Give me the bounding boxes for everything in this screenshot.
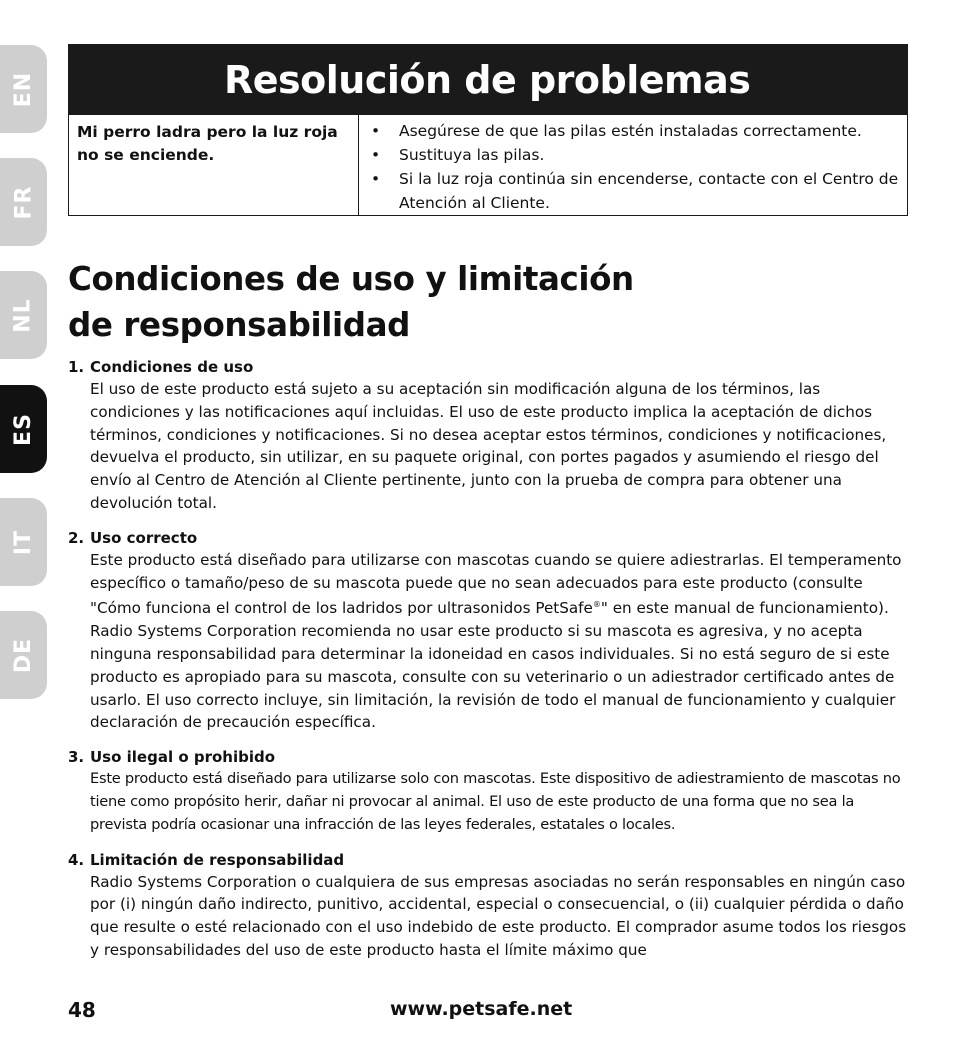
lang-tab-es[interactable] <box>0 385 47 473</box>
troubleshooting-header <box>68 44 908 115</box>
clause-liability <box>68 849 910 962</box>
clause-heading: 3. Uso ilegal o prohibido <box>68 748 276 767</box>
clause-heading: 4. Limitación de responsabilidad <box>68 850 345 869</box>
bullet-icon: • <box>371 146 381 164</box>
clause-illegal-use <box>68 746 910 836</box>
lang-tab-en[interactable] <box>0 45 47 133</box>
clause-heading: 2. Uso correcto <box>68 528 198 547</box>
website-link[interactable]: www.petsafe.net <box>390 998 573 1020</box>
solution-item: • Sustituya las pilas. <box>369 143 901 167</box>
clause-heading: 1. Condiciones de uso <box>68 358 254 376</box>
lang-tab-it[interactable] <box>0 498 47 586</box>
problem-cell: Mi perro ladra pero la luz roja no se enciende. <box>69 115 359 215</box>
conditions-content <box>68 356 910 974</box>
troubleshooting-section <box>68 44 908 216</box>
clause-body: Este producto está diseñado para utilizarse con mascotas cuando se quiere adiestrarlas. El temperamento específico o tamaño/peso de su mascota puede que no sean adecuados para este producto (consulte "Cómo funciona el control de los ladridos por ultrasonidos PetSafe®" en este manual de funcionamiento). Radio Systems Corporation recomienda no usar este producto si su mascota es agresiva, y no acepta ninguna responsabilidad para determinar la idoneidad en casos individuales. Si no está seguro de si este producto es apropiado para su mascota, consulte con su veterinario o un adiestrador certificado antes de usarlo. El uso correcto incluye, sin limitación, la revisión de todo el manual de funcionamiento y cualquier declaración de precaución específica. <box>90 550 902 732</box>
solution-item: • Asegúrese de que las pilas estén instaladas correctamente. <box>369 119 901 143</box>
bullet-icon: • <box>371 170 381 188</box>
lang-tab-nl[interactable] <box>0 271 47 359</box>
lang-tab-label: DE <box>10 637 36 673</box>
lang-tab-fr[interactable] <box>0 158 47 246</box>
solution-item: • Si la luz roja continúa sin encenderse, contacte con el Centro de Atención al Cliente. <box>369 167 901 215</box>
lang-tab-label: EN <box>10 71 36 107</box>
clause-body: Radio Systems Corporation o cualquiera de sus empresas asociadas no serán responsables en ningún caso por (i) ningún daño indirecto, punitivo, accidental, especial o consecuencial, o (ii) cualquier pérdida o daño que resulte o esté relacionado con el uso indebido de este producto. El comprador asume todos los riesgos y responsabilidades del uso de este producto hasta el límite máximo que <box>90 872 907 959</box>
troubleshooting-title: Resolución de problemas <box>224 57 751 102</box>
lang-tab-label: IT <box>10 529 36 555</box>
conditions-title: Condiciones de uso y limitación de responsabilidad <box>68 260 634 344</box>
clause-body: El uso de este producto está sujeto a su aceptación sin modificación alguna de los términos, las condiciones y las notificaciones aquí incluidas. El uso de este producto implica la aceptación de dichos términos, condiciones y notificaciones. Si no desea aceptar estos términos, condiciones y notificaciones, devuelva el producto, sin utilizar, en su paquete original, con portes pagados y asumiendo el riesgo del envío al Centro de Atención al Cliente pertinente, junto con la prueba de compra para obtener una devolución total. <box>90 380 887 512</box>
clause-body: Este producto está diseñado para utilizarse solo con mascotas. Este dispositivo de adiestramiento de mascotas no tiene como propósito herir, dañar ni provocar al animal. El uso de este producto de una forma que no sea la prevista podría ocasionar una infracción de las leyes federales, estatales o locales. <box>90 770 901 833</box>
lang-tab-de[interactable] <box>0 611 47 699</box>
solutions-cell <box>359 115 907 215</box>
page-number: 48 <box>68 998 96 1022</box>
lang-tab-label: FR <box>11 185 36 219</box>
clause-terms-of-use <box>68 356 910 515</box>
clause-proper-use <box>68 527 910 734</box>
lang-tab-label: ES <box>11 412 36 446</box>
registered-mark: ® <box>592 600 601 610</box>
lang-tab-label: NL <box>11 297 36 333</box>
bullet-icon: • <box>371 122 381 140</box>
troubleshooting-table <box>68 115 908 216</box>
